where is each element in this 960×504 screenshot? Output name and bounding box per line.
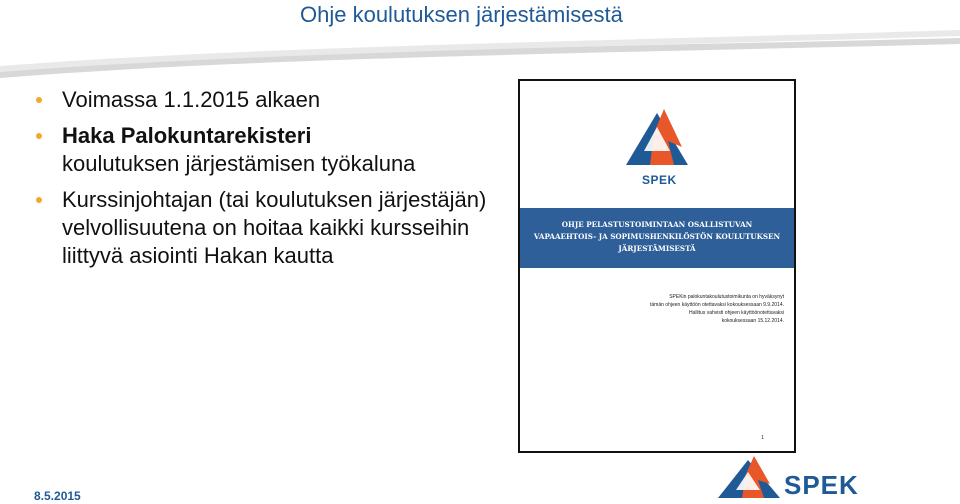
slide-title: Ohje koulutuksen järjestämisestä	[300, 2, 623, 27]
spek-logo-icon	[624, 107, 690, 169]
bullet-item	[36, 122, 496, 178]
bullet-text: koulutuksen järjestämisen työkaluna	[62, 151, 416, 176]
header-swoosh-decoration	[0, 20, 960, 80]
document-header-line: JÄRJESTÄMISESTÄ	[618, 244, 696, 253]
document-header-line: OHJE PELASTUSTOIMINTAAN OSALLISTUVAN	[561, 220, 753, 229]
document-logo-text: SPEK	[642, 173, 677, 187]
spek-footer-logo-icon	[718, 456, 782, 500]
document-notes	[634, 293, 784, 325]
bullet-dot-icon	[36, 133, 42, 139]
footer-logo-text: SPEK	[784, 470, 859, 500]
document-note-line: kokouksessaan 15.12.2014.	[721, 318, 784, 324]
bullet-strong-text: Haka Palokuntarekisteri	[62, 123, 312, 148]
bullet-dot-icon	[36, 197, 42, 203]
bullet-text: Voimassa 1.1.2015 alkaen	[62, 87, 321, 112]
footer-date: 8.5.2015	[34, 489, 81, 503]
bullet-dot-icon	[36, 97, 42, 103]
document-header-band	[520, 208, 794, 268]
document-note-line: Hallitus vahvisti ohjeen käyttöönotettavaksi	[688, 310, 784, 316]
document-note-line: tämän ohjeen käyttöön otettavaksi kokouksessaan 9.9.2014.	[650, 302, 784, 308]
bullet-list	[36, 86, 496, 278]
bullet-text: Kurssinjohtajan (tai koulutuksen järjestäjän) velvollisuutena on hoitaa kaikki kursseihin liittyvä asiointi Hakan kautta	[62, 187, 487, 268]
document-header-line: VAPAAEHTOIS- JA SOPIMUSHENKILÖSTÖN KOULUTUKSEN	[533, 232, 781, 241]
document-note-line: SPEKin palokuntakoulutustoimikunta on hyväksynyt	[669, 294, 784, 300]
bullet-item	[36, 186, 496, 270]
bullet-item	[36, 86, 496, 114]
document-thumbnail	[518, 79, 796, 453]
document-page-number: 1	[761, 435, 764, 441]
